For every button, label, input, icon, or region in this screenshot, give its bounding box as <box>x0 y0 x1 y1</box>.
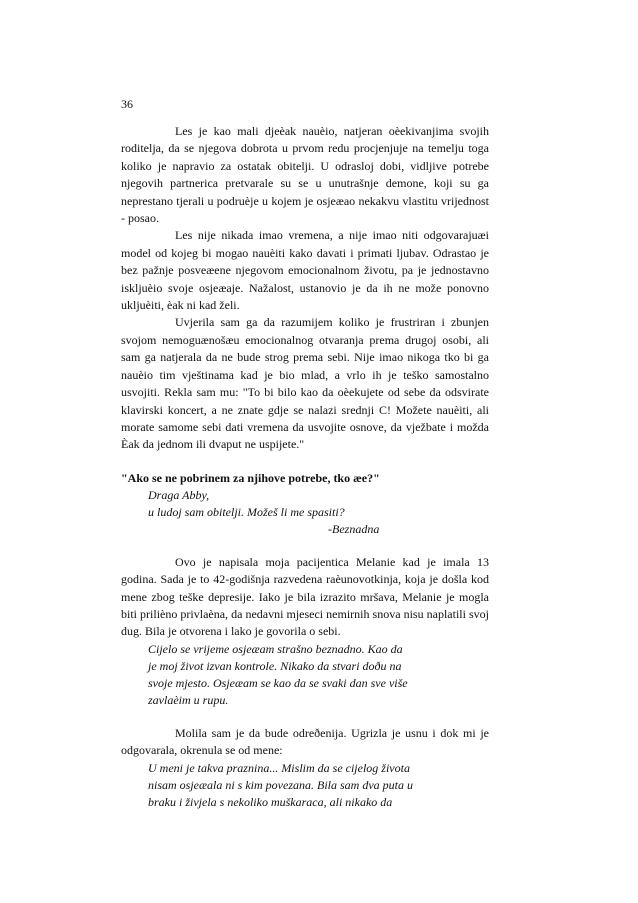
letter-excerpt <box>121 487 489 538</box>
body-paragraph: Molila sam je da bude odreðenija. Ugrizla je usnu i dok mi je odgovarala, okrenula se od mene: <box>121 725 489 758</box>
quote-line: nisam osjeæala ni s kim povezana. Bila sam dva puta u <box>148 777 413 792</box>
patient-quote <box>121 641 489 709</box>
text-column <box>121 96 489 811</box>
quote-line: Cijelo se vrijeme osjeæam strašno beznadno. Kao da <box>148 641 403 656</box>
body-paragraph: Les je kao mali djeèak nauèio, natjeran oèekivanjima svojih roditelja, da se njegova dobrota u prvom redu procjenjuje na temelju toga koliko je napravio za ostatak obitelji. U odrasloj dobi, vidljive potrebe njegovih partnerica pretvarale su se u unutrašnje demone, koji su ga neprestano tjerali u podruèje u kojem je osjeæao nekakvu vlastitu vrijednost - posao. <box>121 124 489 226</box>
letter-line: u ludoj sam obitelji. Možeš li me spasiti? <box>148 504 345 519</box>
section-heading: "Ako se ne pobrinem za njihove potrebe, tko æe?" <box>121 470 380 485</box>
spacer <box>121 709 489 725</box>
spacer <box>121 538 489 554</box>
letter-greeting: Draga Abby, <box>148 487 210 502</box>
quote-line: je moj život izvan kontrole. Nikako da stvari doðu na <box>148 658 402 673</box>
patient-quote <box>121 760 489 811</box>
letter-signature: -Beznadna <box>328 521 380 536</box>
quote-line: U meni je takva praznina... Mislim da se cijelog života <box>148 760 410 775</box>
quote-line: svoje mjesto. Osjeæam se kao da se svaki dan sve više <box>148 675 408 690</box>
spacer <box>121 454 489 470</box>
quote-line: braku i živjela s nekoliko muškaraca, ali nikako da <box>148 794 393 809</box>
body-paragraph: Ovo je napisala moja pacijentica Melanie kad je imala 13 godina. Sada je to 42-godišnja razvedena raèunovotkinja, koja je došla kod mene zbog teške depresije. Iako je bila izrazito mršava, Melanie je mogla biti prilièno privlaèna, da nedavni mjeseci nemirnih snova nisu naplatili svoj dug. Bila je otvorena i lako je govorila o sebi. <box>121 554 489 639</box>
body-paragraph: Uvjerila sam ga da razumijem koliko je frustriran i zbunjen svojom nemoguænošæu emocionalnog otvaranja prema drugoj osobi, ali sam ga natjerala da ne bude strog prema sebi. Nije imao nikoga tko bi ga nauèio tim vještinama kad je bio mlad, a vrlo ih je teško samostalno usvojiti. Rekla sam mu: "To bi bilo kao da oèekujete od sebe da odsvirate klavirski koncert, a ne znate gdje se nalazi srednji C! Možete nauèiti, ali morate samome sebi dati vremena da usvojite osnove, da vježbate i možda Èak da jednom ili dvaput ne uspijete." <box>121 315 489 452</box>
page-number: 36 <box>121 97 133 111</box>
quote-line: zavlaèim u rupu. <box>148 692 229 707</box>
body-paragraph: Les nije nikada imao vremena, a nije imao niti odgovarajuæi model od kojeg bi mogao nauèiti kako davati i primati ljubav. Odrastao je bez pažnje posveæene njegovom emocionalnom životu, pa je jednostavno iskljuèio svoje osjeæaje. Nažalost, ustanovio je da ih ne može ponovno ukljuèiti, èak ni kad želi. <box>121 228 489 313</box>
